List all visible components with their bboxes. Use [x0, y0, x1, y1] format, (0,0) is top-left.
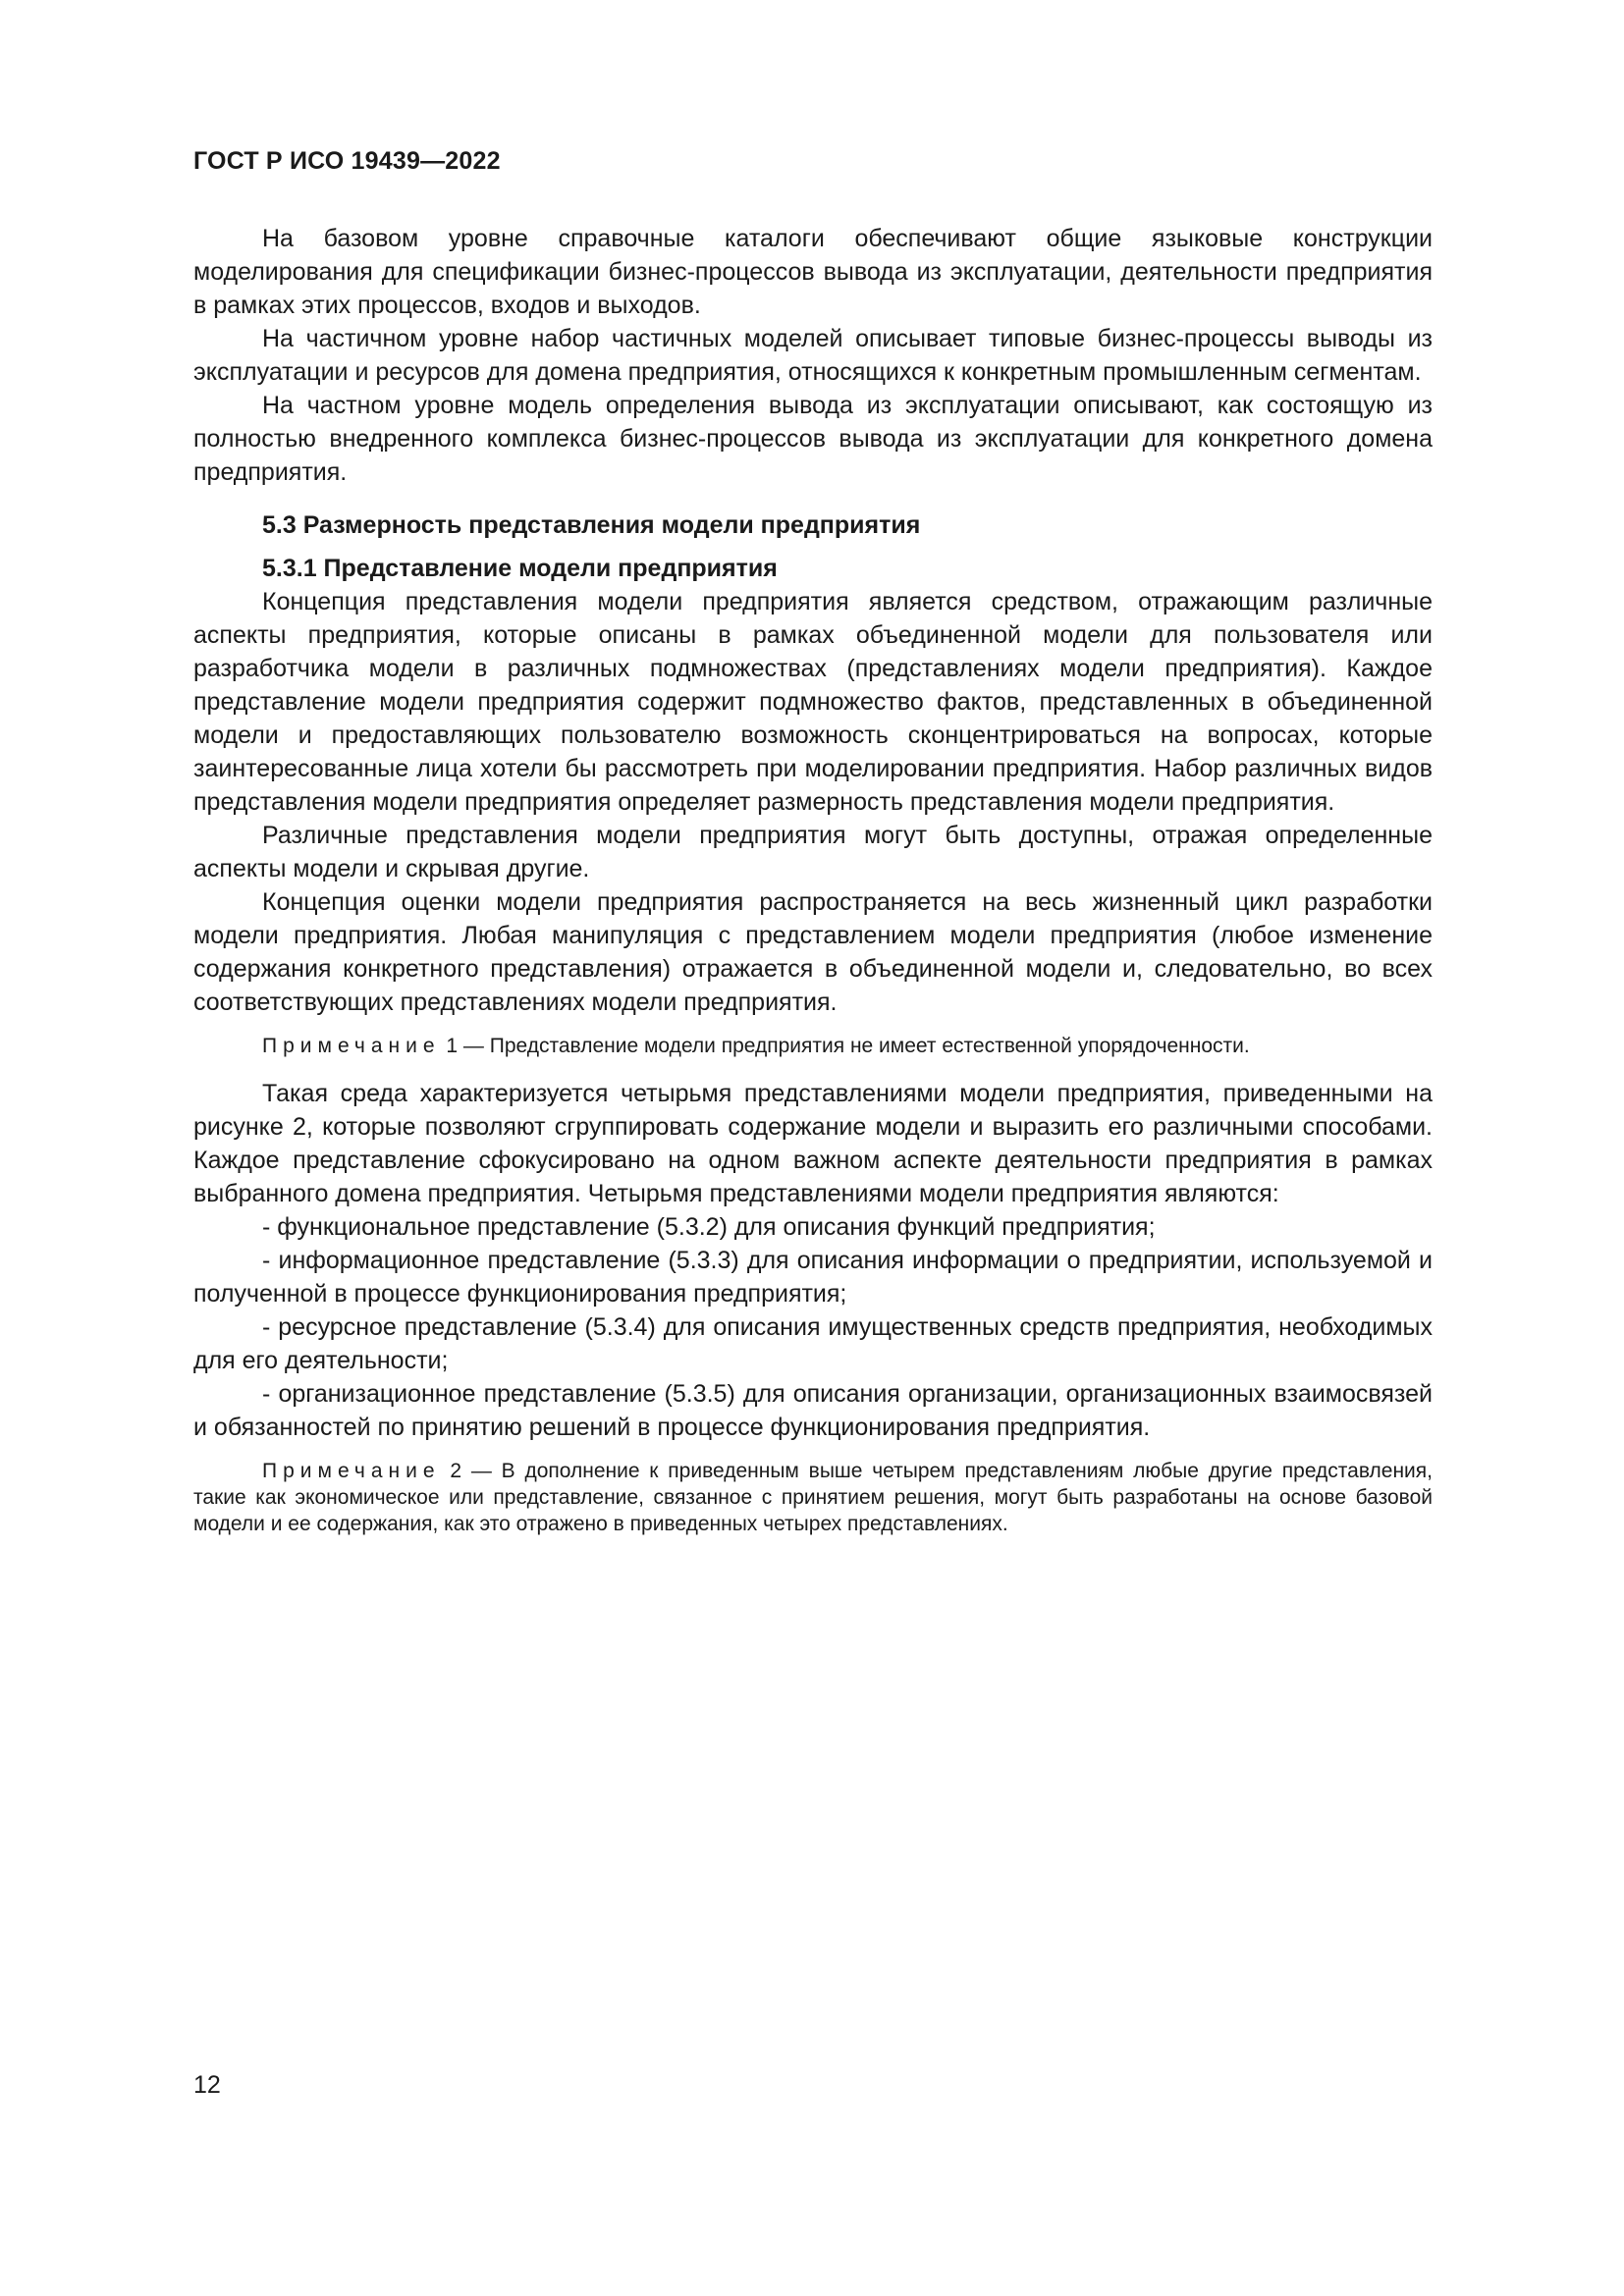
paragraph-evaluation-concept: Концепция оценки модели предприятия распространяется на весь жизненный цикл разработки модели предприятия. Любая манипуляция с представлением модели предприятия (любое изменение содержания конкретного представления) отражается в объединенной модели и, следовательно, во всех соответствующих представлениях модели предприятия.	[193, 888, 1433, 1016]
note-2-label: Примечание	[262, 1460, 441, 1482]
list-item-organization: - организационное представление (5.3.5) для описания организации, организационных взаимосвязей и обязанностей по принятию решений в процессе функционирования предприятия.	[193, 1380, 1433, 1441]
page-content	[193, 222, 1433, 1551]
page-number: 12	[193, 2071, 221, 2099]
note-1-label: Примечание	[262, 1035, 441, 1057]
list-item-information: - информационное представление (5.3.3) для описания информации о предприятии, используемой и полученной в процессе функционирования предприятия;	[193, 1247, 1433, 1308]
note-1	[193, 1033, 1433, 1059]
paragraph-four-views: Такая среда характеризуется четырьмя представлениями модели предприятия, приведенными на рисунке 2, которые позволяют сгруппировать содержание модели и выразить его различными способами. Каждое представление сфокусировано на одном важном аспекте деятельности предприятия в рамках выбранного домена предприятия. Четырьмя представлениями модели предприятия являются:	[193, 1080, 1433, 1207]
note-2	[193, 1458, 1433, 1537]
section-heading-5-3: 5.3 Размерность представления модели предприятия	[262, 511, 921, 539]
paragraph-base-level: На базовом уровне справочные каталоги обеспечивают общие языковые конструкции моделирования для спецификации бизнес-процессов вывода из эксплуатации, деятельности предприятия в рамках этих процессов, входов и выходов.	[193, 225, 1433, 319]
document-header: ГОСТ Р ИСО 19439—2022	[193, 147, 501, 175]
list-item-functional: - функциональное представление (5.3.2) для описания функций предприятия;	[262, 1213, 1156, 1241]
paragraph-view-concept: Концепция представления модели предприятия является средством, отражающим различные аспекты предприятия, которые описаны в рамках объединенной модели для пользователя или разработчика модели в различных подмножествах (представлениях модели предприятия). Каждое представление модели предприятия содержит подмножество фактов, представленных в объединенной модели и предоставляющих пользователю возможность сконцентрироваться на вопросах, которые заинтересованные лица хотели бы рассмотреть при моделировании предприятия. Набор различных видов представления модели предприятия определяет размерность представления модели предприятия.	[193, 588, 1433, 816]
paragraph-partial-level: На частичном уровне набор частичных моделей описывает типовые бизнес-процессы выводы из эксплуатации и ресурсов для домена предприятия, относящихся к конкретным промышленным сегментам.	[193, 325, 1433, 386]
list-item-resource: - ресурсное представление (5.3.4) для описания имущественных средств предприятия, необходимых для его деятельности;	[193, 1313, 1433, 1374]
note-1-text: 1 — Представление модели предприятия не имеет естественной упорядоченности.	[440, 1035, 1250, 1057]
paragraph-views-available: Различные представления модели предприятия могут быть доступны, отражая определенные аспекты модели и скрывая другие.	[193, 822, 1433, 882]
section-heading-5-3-1: 5.3.1 Представление модели предприятия	[262, 555, 778, 582]
note-2-text: 2 — В дополнение к приведенным выше четырем представлениям любые другие представления, такие как экономическое или представление, связанное с принятием решения, могут быть разработаны на основе базовой модели и ее содержания, как это отражено в приведенных четырех представлениях.	[193, 1460, 1433, 1535]
paragraph-particular-level: На частном уровне модель определения вывода из эксплуатации описывают, как состоящую из полностью внедренного комплекса бизнес-процессов вывода из эксплуатации для конкретного домена предприятия.	[193, 392, 1433, 486]
